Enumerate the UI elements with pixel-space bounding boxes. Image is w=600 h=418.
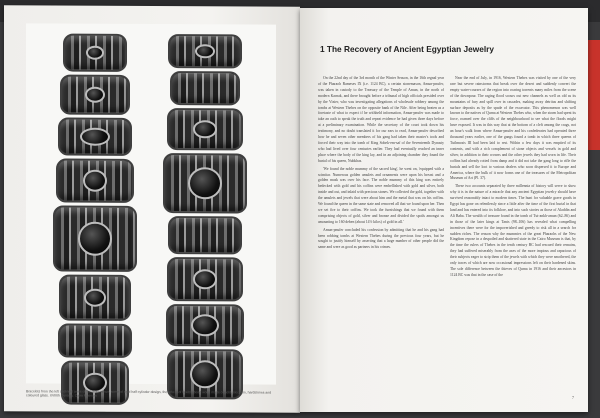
bracelet [166, 304, 244, 346]
text-column-2 [450, 76, 576, 281]
bracelet [58, 324, 132, 358]
bracelet [58, 118, 132, 156]
bracelet-ornament [86, 46, 104, 60]
bracelet-ornament [191, 314, 219, 336]
paragraph: 'We found the noble mummy of the sacred king', he went on, 'equipped with a scimitar. Numerous golden amulets and ornaments were upon his breast and a golden mask was over his face. The noble mummy of this king was entirely bedecked with gold and his coffins were embellished with gold and silver, both inside and out, and inlaid with precious stones. We collected the gold, together with the amulets and jewels that were about him and the metal that was on his coffins. We found the queen in the same state and removed all that we found upon her. Then we set fire to their coffins. We took the furnishings that we found with them comprising objects of gold, silver and bronze and divided the spoils amongst us amounting to 160 deben (about 14½ kilos) of gold in all.' [318, 166, 444, 224]
bracelet-stack-right [162, 34, 248, 402]
paragraph: Amun-pnufer concluded his confession by admitting that he and his gang had been robbing tombs at Western Thebes during the previous four years, but he sought to justify himself by asserting that a large number of other people did the same and were as good as partners in his crimes. [318, 227, 444, 250]
bracelet [60, 75, 130, 115]
bracelet-ornament [85, 87, 105, 103]
bracelet [63, 34, 127, 72]
bracelet [59, 275, 131, 321]
bracelet [167, 257, 243, 301]
bracelet-ornament [188, 167, 222, 199]
bracelet-ornament [84, 289, 106, 307]
bracelet [168, 216, 242, 254]
bracelet [170, 71, 240, 105]
bracelet [163, 153, 247, 213]
paragraph: These two accounts separated by three millennia of history will serve to show why it is in the nature of a miracle that any ancient Egyptian jewelry should have survived reasonably intact to modern times. The hunt for valuable grave goods in Egypt has gone on relentlessly since a little after the time of the first burial in that land and has entered into its folklore, and into such stories as those of Aladdin and Ali Baba. The wealth of treasure found in the tomb of Tut-ankh-amun (62–86) and in those of the later kings at Tanis (98–106) has revealed what compelling incentives there were for the impoverished and greedy to risk all in a search for sudden riches. The reason why the mummies of the great Pharaohs of the New Kingdom repose in a despoiled and shattered state in the Cairo Museum is that, by the time the rulers of Thebes in the tenth century BC had rescued their remains, they had suffered miserably from the axes of the more impious and rapacious of their subjects eager to strip them of the jewels with which they were smothered, the only traces of which are now occasional impressions left on their hardened skins. The sole difference between the thieves of Qurna in 1916 and their ancestors in 1124 BC was that in the case of the [450, 184, 576, 277]
bracelet [167, 108, 243, 150]
bracelet-stack-left [52, 33, 138, 407]
text-column-1 [318, 76, 444, 253]
book-spread [4, 6, 588, 412]
bracelet [53, 205, 137, 271]
photo-caption: Bracelets from the left and right arms of Tut-ankh-amun, some of rigid half-cylinder design, the others of flexible bead work, made of gold, electrum, hardstones and coloured glass. XVIIIth Dynasty. Cairo Museum [26, 389, 272, 399]
bracelet [56, 158, 134, 202]
chapter-title: 1 The Recovery of Ancient Egyptian Jewelry [320, 44, 494, 54]
paragraph: Near the end of July, in 1916, Western Thebes was visited by one of the very rare but severe rainstorms that break over the desert and suddenly convert the empty water-courses of the region into roaring torrents many miles from the scene of the downpour. The raging flood scours out new channels as well as old as its mountains of fury and spill over in cascades, making away detritus and shifting surface deposits as by the spade of the excavator. This phenomenon was well known to the natives of Qurna at Western Thebes who, when the storm had spent its force, roamed over the cliffs of the neighbourhood to see what the floods might have exposed. It was in this way that at the bottom of a cleft among the crags, not an hour's walk from where Amun-pnufer and his confederates had operated three thousand years earlier, one of the gangs found a tomb in which three queens of Tuthmosis III had been laid to rest. Within a few days it was emptied of its contents, and with a rich complement of stone objects and vessels in gold and silver, in addition to their crowns and the other jewels they had worn in life. Their coffins had already rotted from damp and it did not take the gang long to rifle the burials and sell the loot to various dealers who soon dispersed it to Europe and America, where the bulk of it now forms one of the treasures of the Metropolitan Museum of Art (Pl. 37). [450, 76, 576, 181]
bracelet-ornament [190, 360, 220, 388]
bracelet-ornament [193, 120, 217, 138]
left-page [4, 5, 300, 413]
bracelet-ornament [78, 222, 112, 256]
bracelet-ornament [195, 44, 215, 58]
bracelet-ornament [193, 269, 217, 289]
bracelet-ornament [83, 170, 107, 192]
paragraph: On the 22nd day of the 3rd month of the Winter Season, in the 16th regnal year of the Pharaoh Rameses IX (i.e. 1124 BC), a certain stonemason, Amun-pnufer, was taken in custody to the Treasury of the Temple of Amun, in the north of modern Karnak, and there brought before a tribunal of high officials presided over by the Vizier, who was investigating allegations of wholesale robbery among the tombs at Western Thebes on the opposite bank of the Nile. After being beaten as a foretaste of what to expect if he withheld information, Amun-pnufer was made to take an oath to speak the truth and repeat evidence he had given three days before at a preliminary examination. While the secretary of the court took down his testimony, and no doubt translated it for our ears to read, Amun-pnufer described how he and seven other members of his gang had taken their master's tools and forced their way into the tomb of King Sobek-em-saf of the Seventeenth Dynasty who had lived over four centuries earlier. They had eventually reached an inner place where the body of the king lay, and in an adjoining chamber they found the burial of his queen, Nubkhas. [318, 76, 444, 163]
page-number: 7 [572, 395, 574, 400]
bracelets-photograph [26, 23, 276, 384]
bracelet [168, 34, 242, 68]
bracelet-ornament [80, 128, 110, 146]
right-page [300, 8, 588, 412]
